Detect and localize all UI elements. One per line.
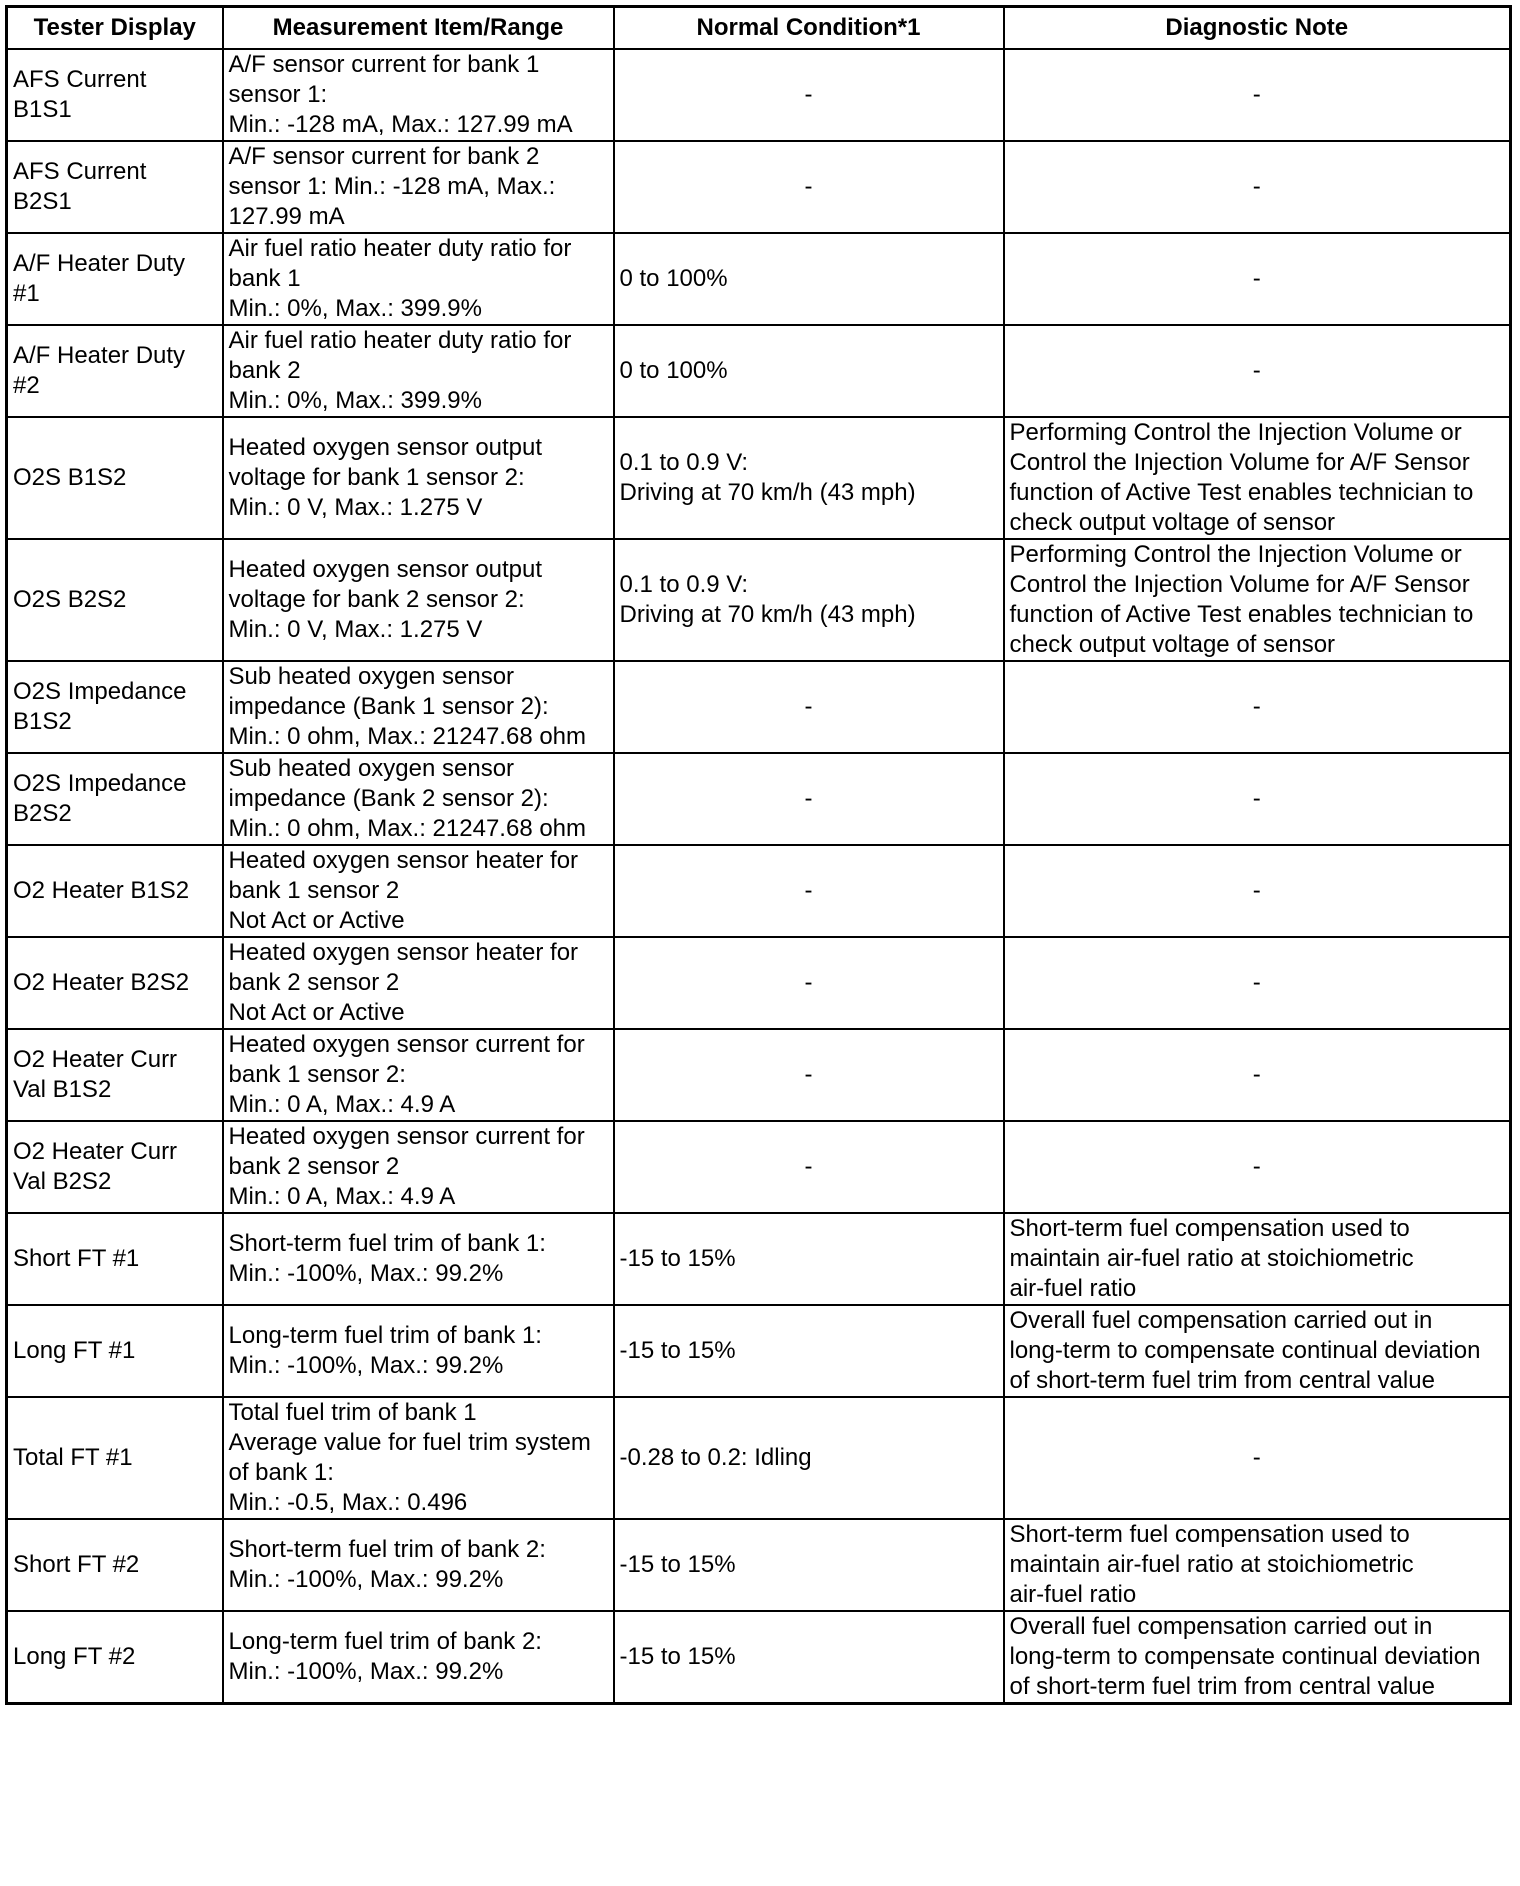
cell-text: - xyxy=(1252,357,1261,384)
tester-display-cell xyxy=(7,49,223,141)
tester-display-cell xyxy=(7,753,223,845)
cell-text: Air fuel ratio heater duty ratio for bank 2 Min.: 0%, Max.: 399.9% xyxy=(228,327,572,414)
cell-text: - xyxy=(804,1061,813,1088)
table-row xyxy=(7,1305,1511,1397)
diagnostic-note-cell xyxy=(1004,661,1511,753)
table-row xyxy=(7,141,1511,233)
diagnostic-note-cell xyxy=(1004,1397,1511,1519)
cell-text: Sub heated oxygen sensor impedance (Bank 1 sensor 2): Min.: 0 ohm, Max.: 21247.68 ohm xyxy=(228,663,587,750)
tester-display-cell xyxy=(7,417,223,539)
cell-text: O2S Impedance B2S2 xyxy=(13,770,187,827)
cell-text: A/F Heater Duty #1 xyxy=(13,250,186,307)
tester-display-cell xyxy=(7,937,223,1029)
cell-text: - xyxy=(804,969,813,996)
cell-text: A/F Heater Duty #2 xyxy=(13,342,186,399)
data-list-table xyxy=(5,5,1512,1705)
cell-text: - xyxy=(804,785,813,812)
table-row xyxy=(7,1611,1511,1704)
cell-text: 0.1 to 0.9 V: Driving at 70 km/h (43 mph) xyxy=(619,571,916,628)
cell-text: A/F sensor current for bank 1 sensor 1: Min.: -128 mA, Max.: 127.99 mA xyxy=(228,51,573,138)
cell-text: - xyxy=(1252,81,1261,108)
normal-condition-cell xyxy=(614,753,1004,845)
cell-text: -15 to 15% xyxy=(619,1245,736,1272)
cell-text: - xyxy=(804,1153,813,1180)
normal-condition-cell xyxy=(614,1611,1004,1704)
cell-text: O2 Heater B2S2 xyxy=(13,969,190,996)
tester-display-cell xyxy=(7,1519,223,1611)
cell-text: -0.28 to 0.2: Idling xyxy=(619,1444,812,1471)
cell-text: - xyxy=(1252,265,1261,292)
normal-condition-cell xyxy=(614,49,1004,141)
table-row xyxy=(7,1397,1511,1519)
normal-condition-cell xyxy=(614,1305,1004,1397)
cell-text: - xyxy=(1252,785,1261,812)
cell-text: Overall fuel compensation carried out in long-term to compensate continual deviation of short-term fuel trim from central value xyxy=(1009,1307,1481,1394)
measurement-item-cell xyxy=(223,1029,614,1121)
cell-text: Long-term fuel trim of bank 2: Min.: -100%, Max.: 99.2% xyxy=(228,1628,542,1685)
table-row xyxy=(7,661,1511,753)
table-row xyxy=(7,49,1511,141)
measurement-item-cell xyxy=(223,141,614,233)
diagnostic-note-cell xyxy=(1004,1029,1511,1121)
table-row xyxy=(7,845,1511,937)
cell-text: O2 Heater Curr Val B1S2 xyxy=(13,1046,178,1103)
cell-text: Short FT #1 xyxy=(13,1245,140,1272)
measurement-item-cell xyxy=(223,753,614,845)
diagnostic-note-cell xyxy=(1004,417,1511,539)
cell-text: Overall fuel compensation carried out in long-term to compensate continual deviation of short-term fuel trim from central value xyxy=(1009,1613,1481,1700)
diagnostic-note-cell xyxy=(1004,845,1511,937)
cell-text: AFS Current B2S1 xyxy=(13,158,147,215)
cell-text: Performing Control the Injection Volume or Control the Injection Volume for A/F Sensor function of Active Test enables technician to check output voltage of sensor xyxy=(1009,419,1474,536)
diagnostic-note-cell xyxy=(1004,1213,1511,1305)
tester-display-cell xyxy=(7,233,223,325)
header-measurement-item: Measurement Item/Range xyxy=(223,7,614,50)
measurement-item-cell xyxy=(223,233,614,325)
measurement-item-cell xyxy=(223,845,614,937)
table-row xyxy=(7,539,1511,661)
cell-text: - xyxy=(1252,969,1261,996)
header-tester-display: Tester Display xyxy=(7,7,223,50)
cell-text: Performing Control the Injection Volume or Control the Injection Volume for A/F Sensor function of Active Test enables technician to check output voltage of sensor xyxy=(1009,541,1474,658)
cell-text: A/F sensor current for bank 2 sensor 1: Min.: -128 mA, Max.: 127.99 mA xyxy=(228,143,556,230)
cell-text: - xyxy=(1252,693,1261,720)
table-row xyxy=(7,937,1511,1029)
tester-display-cell xyxy=(7,661,223,753)
diagnostic-note-cell xyxy=(1004,539,1511,661)
diagnostic-note-cell xyxy=(1004,1305,1511,1397)
cell-text: - xyxy=(1252,1153,1261,1180)
normal-condition-cell xyxy=(614,233,1004,325)
table-row xyxy=(7,417,1511,539)
cell-text: O2S B2S2 xyxy=(13,586,127,613)
cell-text: AFS Current B1S1 xyxy=(13,66,147,123)
measurement-item-cell xyxy=(223,661,614,753)
normal-condition-cell xyxy=(614,325,1004,417)
cell-text: Heated oxygen sensor current for bank 2 sensor 2 Min.: 0 A, Max.: 4.9 A xyxy=(228,1123,585,1210)
normal-condition-cell xyxy=(614,937,1004,1029)
diagnostic-note-cell xyxy=(1004,49,1511,141)
tester-display-cell xyxy=(7,141,223,233)
diagnostic-note-cell xyxy=(1004,325,1511,417)
normal-condition-cell xyxy=(614,1213,1004,1305)
diagnostic-note-cell xyxy=(1004,233,1511,325)
cell-text: Short-term fuel trim of bank 1: Min.: -100%, Max.: 99.2% xyxy=(228,1230,546,1287)
measurement-item-cell xyxy=(223,1213,614,1305)
normal-condition-cell xyxy=(614,417,1004,539)
diagnostic-note-cell xyxy=(1004,753,1511,845)
normal-condition-cell xyxy=(614,1029,1004,1121)
measurement-item-cell xyxy=(223,417,614,539)
cell-text: - xyxy=(1252,1444,1261,1471)
cell-text: -15 to 15% xyxy=(619,1643,736,1670)
cell-text: 0 to 100% xyxy=(619,265,728,292)
cell-text: - xyxy=(804,81,813,108)
cell-text: - xyxy=(804,693,813,720)
normal-condition-cell xyxy=(614,1397,1004,1519)
cell-text: Heated oxygen sensor heater for bank 2 sensor 2 Not Act or Active xyxy=(228,939,579,1026)
normal-condition-cell xyxy=(614,539,1004,661)
measurement-item-cell xyxy=(223,1397,614,1519)
header-row xyxy=(7,7,1511,50)
normal-condition-cell xyxy=(614,661,1004,753)
tester-display-cell xyxy=(7,325,223,417)
cell-text: Heated oxygen sensor output voltage for bank 1 sensor 2: Min.: 0 V, Max.: 1.275 V xyxy=(228,434,543,521)
cell-text: Air fuel ratio heater duty ratio for bank 1 Min.: 0%, Max.: 399.9% xyxy=(228,235,572,322)
measurement-item-cell xyxy=(223,325,614,417)
measurement-item-cell xyxy=(223,1121,614,1213)
diagnostic-note-cell xyxy=(1004,937,1511,1029)
cell-text: Short FT #2 xyxy=(13,1551,140,1578)
cell-text: -15 to 15% xyxy=(619,1551,736,1578)
measurement-item-cell xyxy=(223,1305,614,1397)
header-normal-condition: Normal Condition*1 xyxy=(614,7,1004,50)
cell-text: O2S Impedance B1S2 xyxy=(13,678,187,735)
measurement-item-cell xyxy=(223,937,614,1029)
measurement-item-cell xyxy=(223,49,614,141)
normal-condition-cell xyxy=(614,141,1004,233)
table-row xyxy=(7,233,1511,325)
cell-text: Heated oxygen sensor current for bank 1 sensor 2: Min.: 0 A, Max.: 4.9 A xyxy=(228,1031,585,1118)
diagnostic-note-cell xyxy=(1004,1611,1511,1704)
table-row xyxy=(7,1121,1511,1213)
cell-text: Long FT #2 xyxy=(13,1643,136,1670)
diagnostic-note-cell xyxy=(1004,1121,1511,1213)
measurement-item-cell xyxy=(223,1611,614,1704)
normal-condition-cell xyxy=(614,845,1004,937)
tester-display-cell xyxy=(7,539,223,661)
table-row xyxy=(7,1519,1511,1611)
diagnostic-note-cell xyxy=(1004,141,1511,233)
cell-text: - xyxy=(1252,173,1261,200)
tester-display-cell xyxy=(7,1121,223,1213)
tester-display-cell xyxy=(7,1397,223,1519)
tester-display-cell xyxy=(7,845,223,937)
table-row xyxy=(7,753,1511,845)
cell-text: O2 Heater Curr Val B2S2 xyxy=(13,1138,178,1195)
cell-text: -15 to 15% xyxy=(619,1337,736,1364)
cell-text: O2 Heater B1S2 xyxy=(13,877,190,904)
cell-text: Total fuel trim of bank 1 Average value for fuel trim system of bank 1: Min.: -0.5, Max.: 0.496 xyxy=(228,1399,591,1516)
tester-display-cell xyxy=(7,1213,223,1305)
cell-text: Short-term fuel compensation used to maintain air-fuel ratio at stoichiometric air-fuel ratio xyxy=(1009,1215,1414,1302)
cell-text: - xyxy=(1252,877,1261,904)
cell-text: 0.1 to 0.9 V: Driving at 70 km/h (43 mph) xyxy=(619,449,916,506)
tester-display-cell xyxy=(7,1305,223,1397)
cell-text: Heated oxygen sensor heater for bank 1 sensor 2 Not Act or Active xyxy=(228,847,579,934)
cell-text: Long-term fuel trim of bank 1: Min.: -100%, Max.: 99.2% xyxy=(228,1322,542,1379)
normal-condition-cell xyxy=(614,1519,1004,1611)
cell-text: Heated oxygen sensor output voltage for bank 2 sensor 2: Min.: 0 V, Max.: 1.275 V xyxy=(228,556,543,643)
cell-text: O2S B1S2 xyxy=(13,464,127,491)
header-diagnostic-note: Diagnostic Note xyxy=(1004,7,1511,50)
table-row xyxy=(7,325,1511,417)
tester-display-cell xyxy=(7,1029,223,1121)
cell-text: - xyxy=(804,877,813,904)
cell-text: - xyxy=(804,173,813,200)
cell-text: Short-term fuel compensation used to maintain air-fuel ratio at stoichiometric air-fuel ratio xyxy=(1009,1521,1414,1608)
measurement-item-cell xyxy=(223,1519,614,1611)
tester-display-cell xyxy=(7,1611,223,1704)
cell-text: Sub heated oxygen sensor impedance (Bank 2 sensor 2): Min.: 0 ohm, Max.: 21247.68 ohm xyxy=(228,755,587,842)
cell-text: Long FT #1 xyxy=(13,1337,136,1364)
table-body xyxy=(7,49,1511,1704)
cell-text: - xyxy=(1252,1061,1261,1088)
diagnostic-note-cell xyxy=(1004,1519,1511,1611)
cell-text: Total FT #1 xyxy=(13,1444,133,1471)
normal-condition-cell xyxy=(614,1121,1004,1213)
cell-text: 0 to 100% xyxy=(619,357,728,384)
table-row xyxy=(7,1213,1511,1305)
table-row xyxy=(7,1029,1511,1121)
cell-text: Short-term fuel trim of bank 2: Min.: -100%, Max.: 99.2% xyxy=(228,1536,546,1593)
measurement-item-cell xyxy=(223,539,614,661)
